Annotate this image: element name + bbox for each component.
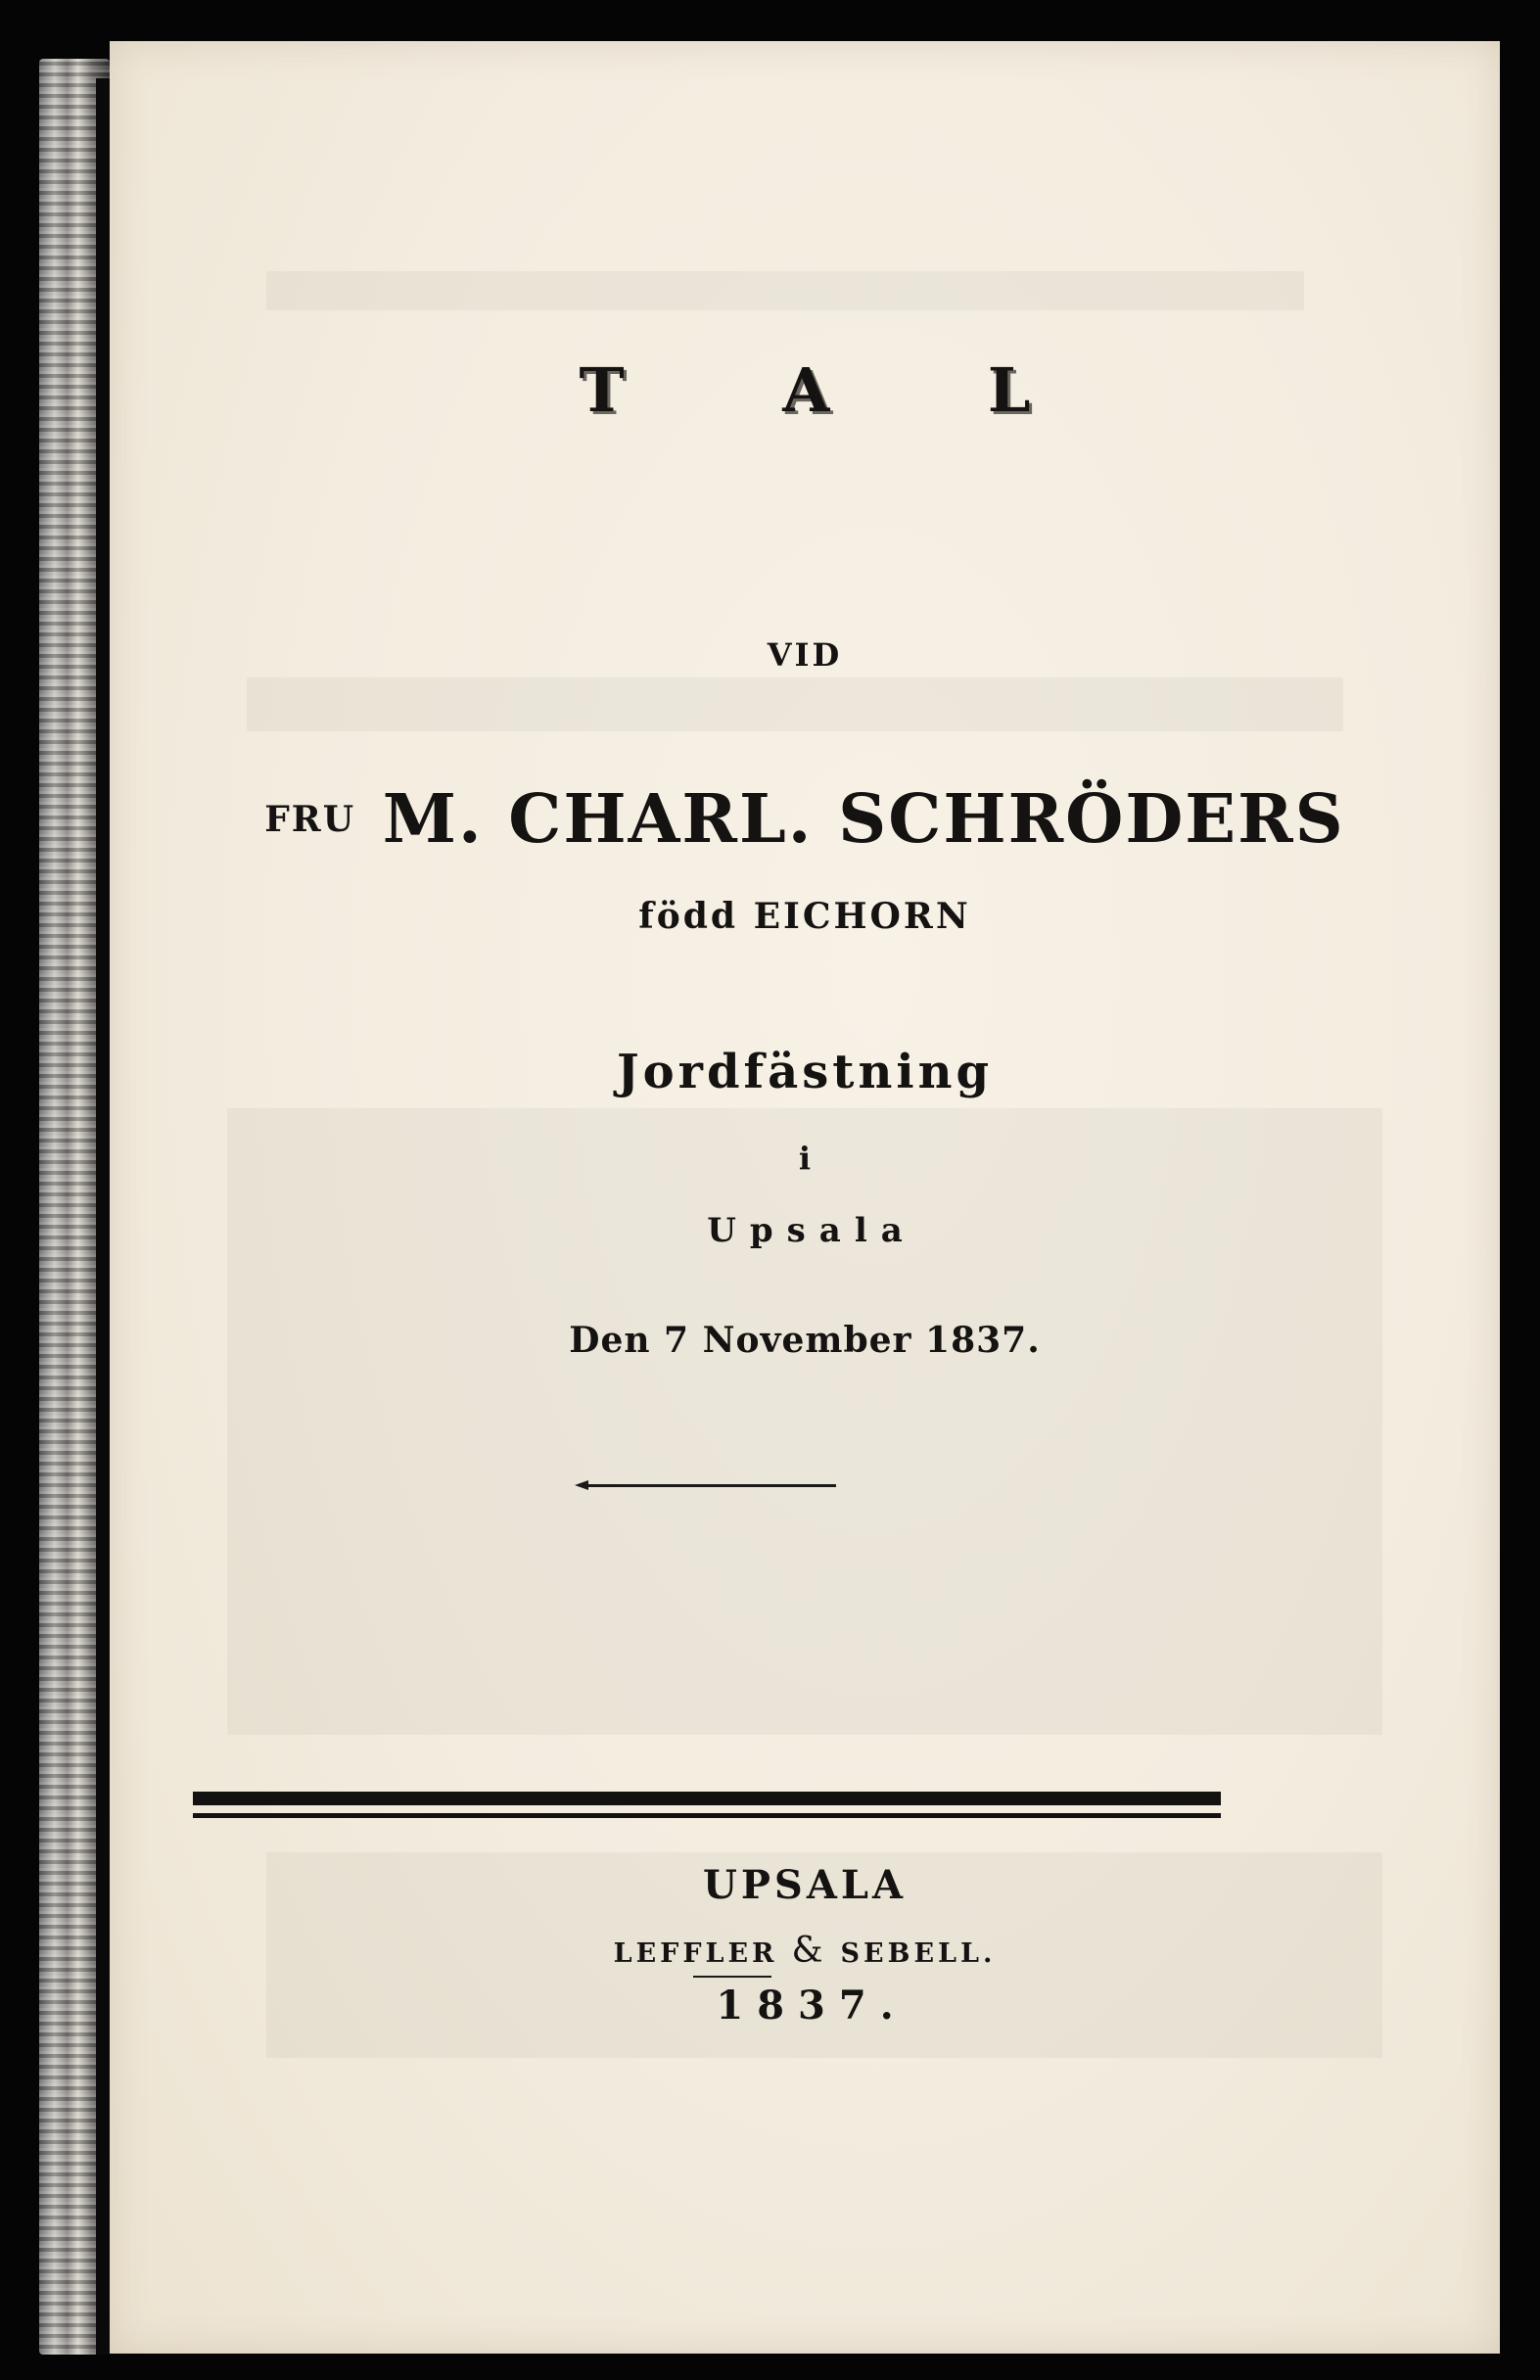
honorific: FRU xyxy=(264,799,356,840)
born-as: född EICHORN xyxy=(638,896,971,937)
occasion: Jordfästning xyxy=(616,1045,994,1099)
place: Upsala xyxy=(707,1211,916,1250)
imprint-printer xyxy=(110,1931,1500,1971)
title-page xyxy=(110,41,1500,2354)
printer-name-2: SEBELL. xyxy=(840,1938,997,1969)
date: Den 7 November 1837. xyxy=(569,1320,1041,1361)
show-through-mark xyxy=(266,271,1304,310)
ampersand: & xyxy=(791,1931,827,1971)
show-through-mark xyxy=(227,1108,1382,1735)
page-title: T A L xyxy=(579,354,1099,426)
show-through-mark xyxy=(247,677,1343,731)
binding-shadow xyxy=(96,78,110,2355)
mini-rule xyxy=(693,1976,771,1978)
thin-divider xyxy=(193,1813,1221,1818)
thick-divider xyxy=(193,1792,1221,1805)
preposition-vid: VID xyxy=(767,636,843,674)
imprint-city: UPSALA xyxy=(702,1862,908,1908)
subject-name-line xyxy=(110,780,1500,859)
printer-name-1: LEFFLER xyxy=(613,1938,778,1969)
imprint-year: 1837. xyxy=(716,1983,908,2029)
subject-name: M. CHARL. SCHRÖDERS xyxy=(382,780,1345,859)
ornamental-rule xyxy=(586,1484,836,1487)
preposition-i: i xyxy=(798,1140,812,1177)
